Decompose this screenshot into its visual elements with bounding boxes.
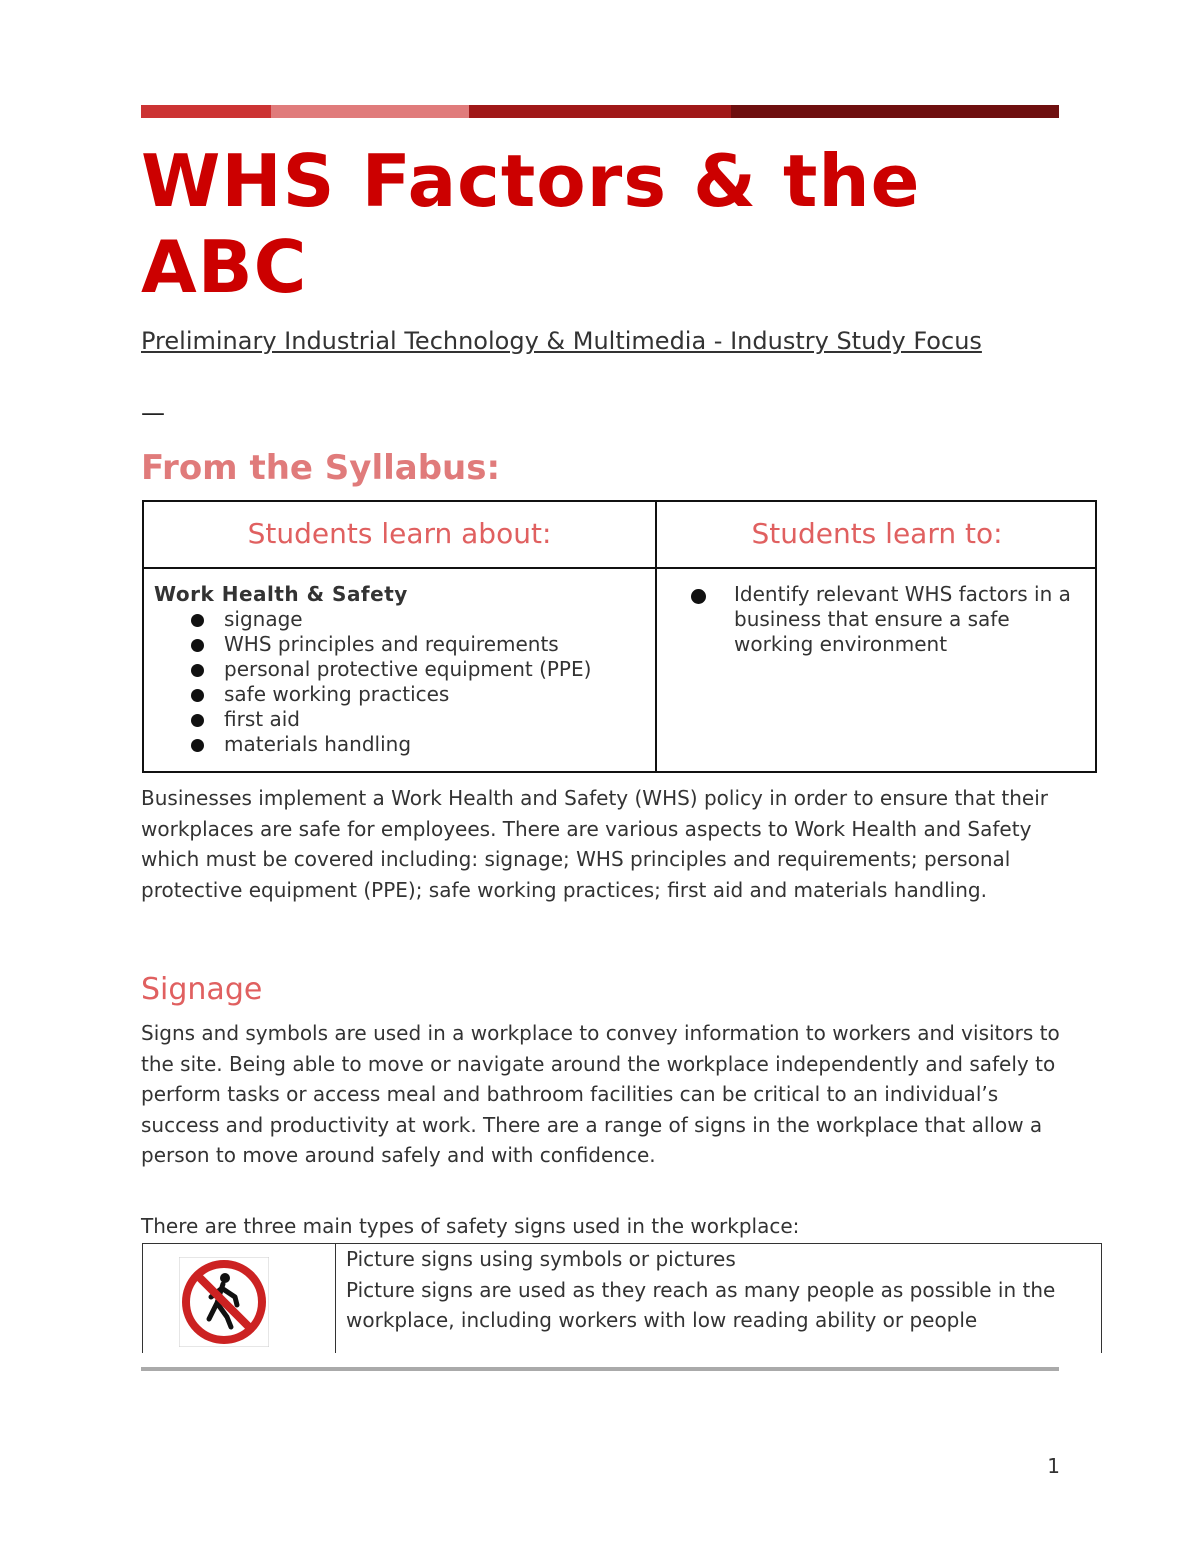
- topic-title: Work Health & Safety: [154, 582, 408, 606]
- no-pedestrians-sign-icon: [179, 1257, 269, 1347]
- list-item: first aid: [154, 707, 649, 732]
- document-title: WHS Factors & the ABC: [141, 139, 921, 309]
- sign-type-description: [346, 1244, 1091, 1336]
- sign-type-title: Picture signs using symbols or pictures: [346, 1247, 736, 1271]
- syllabus-table: [142, 500, 1097, 773]
- learn-to-list: [689, 582, 1089, 657]
- page-number: 1: [1047, 1454, 1060, 1478]
- column-header-learn-about: Students learn about:: [247, 517, 552, 550]
- learn-about-cell: [154, 582, 649, 757]
- list-item: Identify relevant WHS factors in a business that ensure a safe working environment: [689, 582, 1089, 657]
- header-color-bar: [141, 105, 1059, 118]
- syllabus-heading: From the Syllabus:: [141, 448, 501, 488]
- signage-heading: Signage: [141, 972, 263, 1007]
- learn-to-cell: [689, 582, 1089, 657]
- list-item: WHS principles and requirements: [154, 632, 649, 657]
- sign-types-table: [142, 1243, 1102, 1353]
- learn-about-list: [154, 607, 649, 757]
- column-header-learn-to: Students learn to:: [751, 517, 1003, 550]
- signage-paragraph: Signs and symbols are used in a workplace to convey information to workers and visitors to the site. Being able to move or navigate around the workplace independently and safely to perform tasks or access meal and bathroom facilities can be critical to an individual’s success and productivity at work. There are a range of signs in the workplace that allow a person to move around safely and with confidence.: [141, 1021, 1060, 1167]
- sign-types-intro: There are three main types of safety signs used in the workplace:: [141, 1214, 800, 1238]
- list-item: safe working practices: [154, 682, 649, 707]
- footer-divider: [141, 1367, 1059, 1371]
- sign-type-text: Picture signs are used as they reach as many people as possible in the workplace, including workers with low reading ability or people: [346, 1277, 1056, 1332]
- list-item: signage: [154, 607, 649, 632]
- list-item: personal protective equipment (PPE): [154, 657, 649, 682]
- separator-dash: —: [141, 399, 165, 427]
- list-item: materials handling: [154, 732, 649, 757]
- document-subtitle: Preliminary Industrial Technology & Multimedia - Industry Study Focus: [141, 327, 982, 355]
- intro-paragraph: Businesses implement a Work Health and Safety (WHS) policy in order to ensure that their workplaces are safe for employees. There are various aspects to Work Health and Safety which must be covered including: signage; WHS principles and requirements; personal protective equipment (PPE); safe working practices; first aid and materials handling.: [141, 786, 1049, 902]
